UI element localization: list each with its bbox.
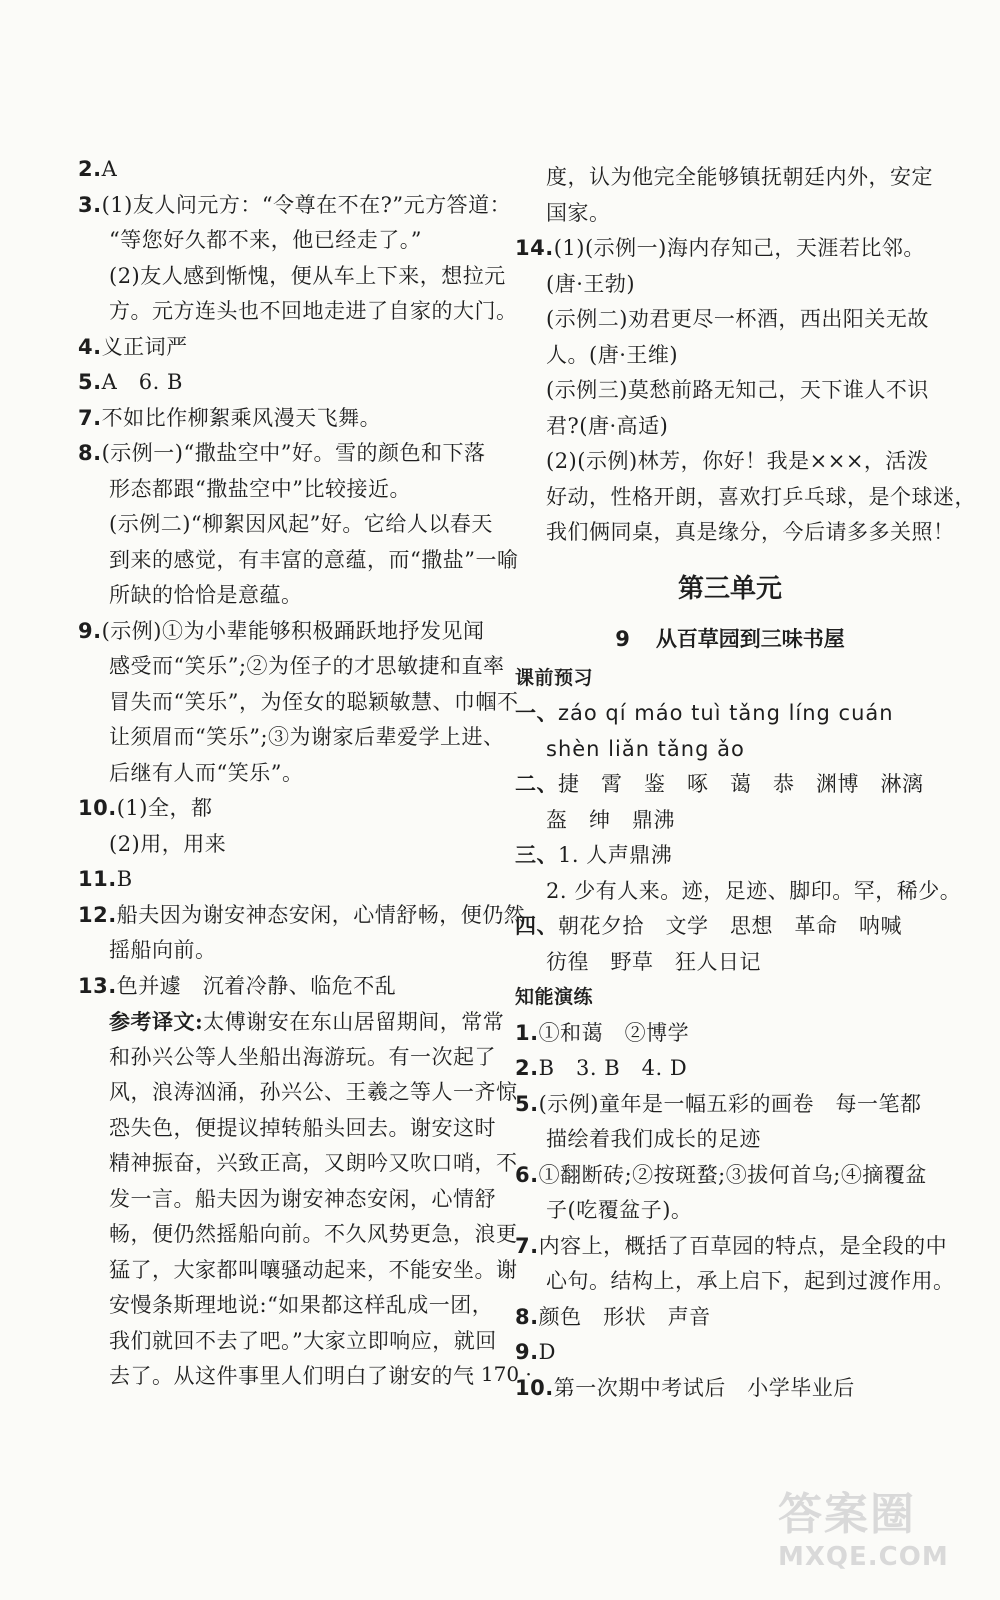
answer-text: 参考译文:太傅谢安在东山居留期间，常常 [109,1009,505,1034]
answer-text: 形态都跟“撒盐空中”比较接近。 [109,476,411,501]
question-number: 9. [78,618,102,643]
answer-line [78,1324,506,1360]
question-number: 2. [515,1056,539,1080]
answer-line [515,444,945,480]
answer-text: B 3. B 4. D [538,1056,688,1080]
answer-text: (1)(示例一)海内存知己，天涯若比邻。 [553,236,925,260]
answer-text: 到来的感觉，有丰富的意蕴，而“撒盐”一喻 [109,547,519,572]
answer-line [78,1217,518,1253]
answer-line [515,696,945,732]
section-heading-preview: 课前预习 [515,666,594,689]
answer-text: (1)友人问元方：“令尊在不在?”元方答道： [101,192,512,217]
preview-answers [515,696,962,980]
answer-text: záo qí máo tuì tǎng líng cuán [558,701,894,725]
answer-line [78,791,506,827]
answer-text: 不如比作柳絮乘风漫天飞舞。 [101,405,382,430]
answer-line [515,1229,948,1265]
answer-text: 2. 少有人来。迹，足迹、脚印。罕，稀少。 [546,878,962,903]
answer-text: “等您好久都不来，他已经走了。” [109,228,422,252]
answer-line [78,294,518,330]
answer-text: 君?(唐·高适) [546,413,669,438]
answer-text: 摇船向前。 [109,938,217,962]
answer-line [78,188,512,224]
answer-line [78,933,506,969]
question-number: 4. [78,334,102,359]
watermark-text: 答案圈 [778,1489,916,1540]
answer-line [78,685,519,721]
answer-line [515,1300,945,1336]
answer-text: 盔 绅 鼎沸 [546,807,675,832]
question-number: 7. [78,405,102,430]
answer-line [78,720,506,756]
answer-text: 让须眉而“笑乐”;③为谢家后辈爱学上进、 [109,725,505,749]
answer-line [78,152,506,188]
answer-text: 颜色 形状 声音 [538,1304,711,1329]
question-number: 6. [515,1162,539,1187]
answer-text: shèn liǎn tǎng ǎo [546,736,745,761]
answer-text: 朝花夕拾 文学 思想 革命 呐喊 [558,914,902,938]
question-number: 8. [515,1304,539,1329]
answer-line [78,1182,506,1218]
question-number: 10. [515,1375,554,1400]
answer-line [78,259,506,295]
answer-line [78,898,526,934]
question-number: 9. [515,1340,539,1364]
answer-text: (1)全，都 [116,796,213,820]
answer-text: (2)友人感到惭愧，便从车上下来，想拉元 [109,263,506,288]
answer-line [515,160,945,196]
question-number: 7. [515,1233,539,1258]
answer-text: 子(吃覆盆子)。 [546,1198,693,1222]
unit-title: 第三单元 [677,573,782,604]
answer-line [515,1016,945,1052]
answer-text: 彷徨 野草 狂人日记 [546,949,761,974]
question-number: 8. [78,441,102,465]
question-number: 5. [515,1091,539,1116]
answer-text: 度，认为他完全能够镇抚朝廷内外，安定 [546,165,933,189]
question-number: 13. [78,973,117,998]
answer-line [515,874,962,910]
question-number: 2. [78,157,102,181]
answer-line [515,732,945,768]
section-heading-practice: 知能演练 [515,986,594,1008]
answer-line [78,365,506,401]
answer-line [515,767,945,803]
lesson-number: 9 [615,626,630,651]
answer-text: ①和蔼 ②博学 [538,1020,690,1045]
answer-text: 安慢条斯理地说:“如果都这样乱成一团， [109,1293,494,1317]
answer-line [515,945,945,981]
answer-line [515,302,945,338]
answer-line [78,436,506,472]
answer-line [78,969,506,1005]
answer-text: 船夫因为谢安神态安闲，心情舒畅，便仍然 [116,902,526,927]
question-number: 二、 [515,772,558,796]
answer-line [515,196,945,232]
answer-text: 我们就回不去了吧。”大家立即响应，就回 [109,1328,497,1353]
answer-text: A [101,157,118,181]
answer-text: (示例二)劝君更尽一杯酒，西出阳关无故 [546,307,929,331]
question-number: 3. [78,192,102,217]
answer-line [515,1122,945,1158]
answer-line [515,480,976,516]
answer-text: (示例一)“撒盐空中”好。雪的颜色和下落 [101,441,486,465]
answer-line [515,515,955,551]
answer-text: 后继有人而“笑乐”。 [109,760,304,785]
answer-text: 去了。从这件事里人们明白了谢安的气 [109,1364,475,1388]
answer-line [515,1193,945,1229]
watermark-url: MXQE.COM [778,1542,949,1572]
answer-text: 感受而“笑乐”;②为侄子的才思敏捷和直率 [109,654,505,678]
practice-answers [515,1016,955,1407]
answer-text: 国家。 [546,200,611,225]
answer-text: 人。(唐·王维) [546,342,679,367]
answer-line [515,803,945,839]
answer-text: 方。元方连头也不回地走进了自家的大门。 [109,299,518,323]
answer-line [515,1264,955,1300]
answer-text: 我们俩同桌，真是缘分，今后请多多关照！ [546,520,955,544]
answer-line [78,827,506,863]
answer-line [78,614,506,650]
question-number: 四、 [515,914,558,938]
answer-text: (唐·王勃) [546,271,636,296]
answer-line [515,409,945,445]
question-number: 14. [515,236,554,260]
answer-text: 畅，便仍然摇船向前。不久风势更急，浪更 [109,1222,518,1246]
answer-line [78,223,506,259]
answer-line [78,1253,518,1289]
answer-line [515,1158,945,1194]
left-column [78,152,526,1395]
question-number: 三、 [515,843,558,867]
right-column [515,160,976,1406]
question-number: 11. [78,867,117,891]
answer-text: 精神振奋，兴致正高，又朗吟又吹口哨，不 [109,1151,518,1175]
answer-text: 风，浪涛汹涌，孙兴公、王羲之等人一齐惊 [109,1080,518,1104]
answer-text: 捷 霄 鉴 啄 蔼 恭 渊博 淋漓 [558,772,924,796]
answer-line [78,401,506,437]
answer-line [78,649,506,685]
answer-text: (示例)①为小辈能够积极踊跃地抒发见闻 [101,618,485,643]
answer-line [78,1075,518,1111]
answer-line [78,543,519,579]
answer-line [78,1288,506,1324]
answer-text: 好动，性格开朗，喜欢打乒乓球，是个球迷， [546,484,976,509]
answer-text: (示例三)莫愁前路无知己，天下谁人不识 [546,378,929,402]
answer-line [78,1111,506,1147]
answer-text: B [116,867,133,891]
answer-line [515,231,945,267]
right-top-answers [515,160,976,551]
answer-line [78,862,506,898]
question-number: 5. [78,370,102,394]
answer-text: 第一次期中考试后 小学毕业后 [553,1375,855,1400]
answer-text: 发一言。船夫因为谢安神态安闲，心情舒 [109,1186,496,1211]
answer-line [78,578,506,614]
answer-text: 恐失色，便提议掉转船头回去。谢安这时 [109,1115,496,1140]
answer-text: 和孙兴公等人坐船出海游玩。有一次起了 [109,1044,496,1069]
answer-line [515,338,945,374]
answer-text: 冒失而“笑乐”，为侄女的聪颖敏慧、巾帼不 [109,689,519,714]
answer-line [515,1051,945,1087]
answer-text: 义正词严 [101,334,188,359]
answer-text: ①翻断砖;②按斑蝥;③拔何首乌;④摘覆盆 [538,1162,927,1187]
lesson-title [515,617,945,661]
answer-text: 内容上，概括了百草园的特点，是全段的中 [538,1233,948,1258]
page-number: · 170 · [468,1362,532,1386]
answer-text: (2)(示例)林芳，你好！我是×××，活泼 [546,449,929,473]
answer-line [78,1040,506,1076]
lesson-name: 从百草园到三味书屋 [655,626,845,651]
question-number: 1. [515,1020,539,1045]
question-number: 10. [78,796,117,820]
answer-line [515,1087,945,1123]
answer-text: (2)用，用来 [109,831,227,856]
answer-text: 色并遽 沉着冷静、临危不乱 [116,973,397,998]
answer-line [515,909,945,945]
answer-text: (示例二)“柳絮因风起”好。它给人以春天 [109,512,493,536]
answer-line [78,507,506,543]
answer-text: 描绘着我们成长的足迹 [546,1127,761,1151]
question-number: 一、 [515,701,558,725]
answer-text: 猛了，大家都叫嚷骚动起来，不能安坐。谢 [109,1257,518,1282]
answer-line [515,838,945,874]
answer-text: 心句。结构上，承上启下，起到过渡作用。 [546,1269,955,1293]
answer-line [78,1004,506,1040]
answer-line [515,373,945,409]
question-number: 12. [78,902,117,927]
answer-line [78,1146,518,1182]
watermark-logo [778,1488,978,1588]
answer-line [78,330,506,366]
answer-line [515,267,945,303]
answer-text: A 6. B [101,370,183,394]
answer-line [78,756,506,792]
answer-text: 所缺的恰恰是意蕴。 [109,583,303,607]
answer-text: 1. 人声鼎沸 [558,843,673,867]
answer-text: D [538,1340,556,1364]
answer-line [78,472,506,508]
answer-text: (示例)童年是一幅五彩的画卷 每一笔都 [538,1091,922,1116]
